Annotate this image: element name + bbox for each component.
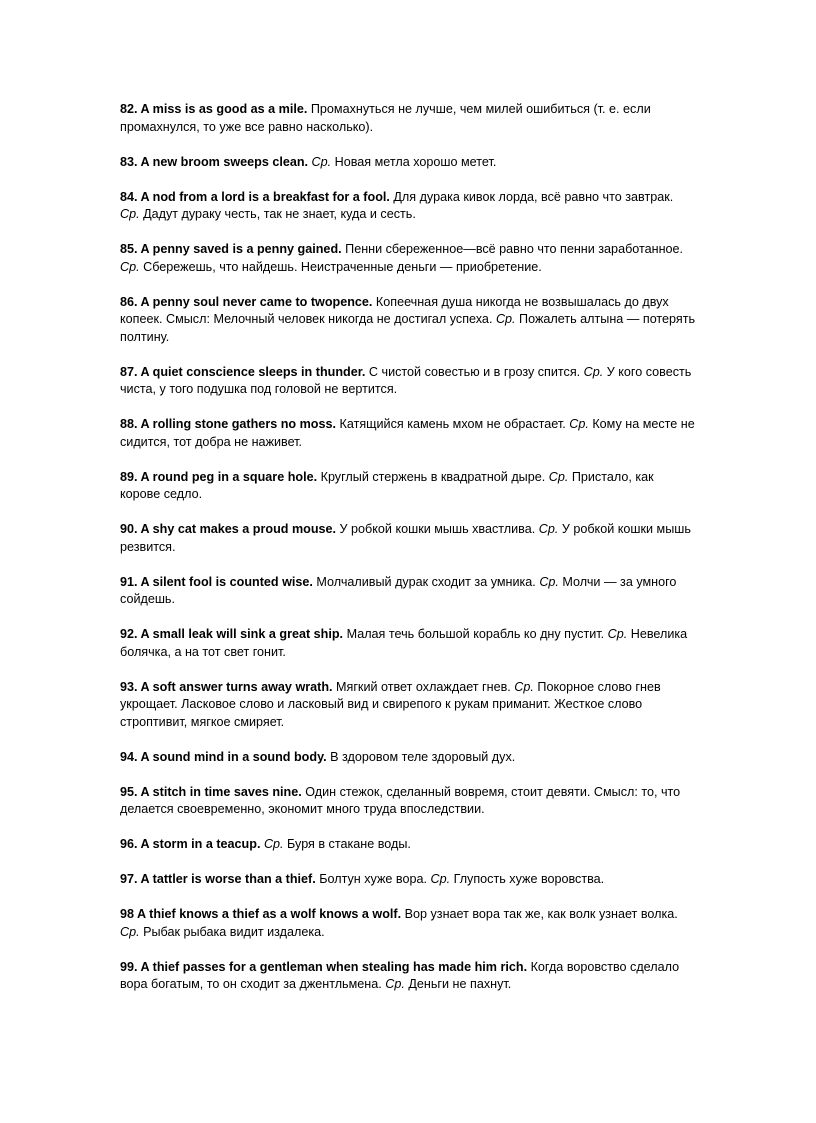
proverb-equivalent: У кого совесть чиста, у того подушка под головой не вертится. [120,364,692,396]
compare-marker: Ср. [583,364,604,379]
proverb-english: 93. A soft answer turns away wrath. [120,679,333,694]
proverb-translation: С чистой совестью и в грозу спится. [368,364,581,379]
proverb-translation: Для дурака кивок лорда, всё равно что завтрак. [393,189,674,204]
proverb-english: 83. A new broom sweeps clean. [120,154,309,169]
proverb-translation: Один стежок, сделанный вовремя, стоит девяти. Смысл: то, что делается своевременно, экономит много труда впоследствии. [120,784,681,816]
proverb-entry-95 [120,784,696,819]
proverb-english: 88. A rolling stone gathers no moss. [120,417,336,431]
proverb-equivalent: Глупость хуже воровства. [453,872,605,886]
proverb-equivalent: Рыбак рыбака видит издалека. [143,924,325,939]
proverb-translation: Копеечная душа никогда не возвышалась до двух копеек. Смысл: Мелочный человек никогда не достигал успеха. [120,294,669,326]
compare-marker: Ср. [538,522,559,536]
compare-marker: Ср. [569,417,589,431]
proverb-entry-93 [120,679,696,732]
proverb-entry-92 [120,626,696,661]
proverb-equivalent: Молчи — за умного сойдешь. [120,574,677,606]
proverb-entry-94 [120,749,696,767]
proverb-translation: Когда воровство сделало вора богатым, то он сходит за джентльмена. [120,959,680,991]
proverb-entry-97 [120,871,696,889]
proverb-equivalent: Невелика болячка, а на тот свет гонит. [120,627,688,659]
proverb-equivalent: Пожалеть алтына — потерять полтину. [120,312,696,344]
proverb-english: 91. A silent fool is counted wise. [120,574,313,589]
compare-marker: Ср. [385,977,405,991]
compare-marker: Ср. [495,312,516,326]
compare-marker: Ср. [120,924,140,939]
proverb-english: 95. A stitch in time saves nine. [120,784,302,799]
compare-marker: Ср. [539,574,559,589]
proverb-english: 92. A small leak will sink a great ship. [120,627,344,641]
proverb-translation: У робкой кошки мышь хвастлива. [339,522,536,536]
proverb-equivalent: Пристало, как корове седло. [120,469,654,501]
proverb-entry-98 [120,906,696,941]
proverb-equivalent: Дадут дураку честь, так не знает, куда и сесть. [143,207,416,221]
proverb-entry-83 [120,154,696,172]
proverb-entry-82 [120,101,696,136]
compare-marker: Ср. [607,627,628,641]
proverb-english: 97. A tattler is worse than a thief. [120,872,316,886]
proverb-translation: Катящийся камень мхом не обрастает. [339,417,566,431]
proverb-translation: Промахнуться не лучше, чем милей ошибиться (т. е. если промахнулся, то уже все равно насколько). [120,102,651,134]
proverb-equivalent: Буря в стакане воды. [287,837,411,851]
proverb-entry-86 [120,294,696,347]
proverb-english: 94. A sound mind in a sound body. [120,749,327,764]
proverb-equivalent: Новая метла хорошо метет. [334,154,497,169]
proverb-english: 86. A penny soul never came to twopence. [120,294,373,309]
compare-marker: Ср. [514,679,534,694]
proverb-entry-96 [120,836,696,854]
proverb-translation: Болтун хуже вора. [319,872,427,886]
proverb-english: 90. A shy cat makes a proud mouse. [120,522,337,536]
proverb-entry-99 [120,959,696,994]
compare-marker: Ср. [120,207,140,221]
proverb-entry-85 [120,241,696,276]
compare-marker: Ср. [430,872,451,886]
proverb-translation: Малая течь большой корабль ко дну пустит. [346,627,605,641]
proverb-equivalent: Сбережешь, что найдешь. Неистраченные деньги — приобретение. [143,259,542,274]
proverb-translation: В здоровом теле здоровый дух. [330,749,516,764]
compare-marker: Ср. [311,154,332,169]
proverb-english: 84. A nod from a lord is a breakfast for a fool. [120,189,390,204]
proverb-translation: Пенни сбереженное—всё равно что пенни заработанное. [345,242,684,256]
proverb-translation: Вор узнает вора так же, как волк узнает волка. [404,907,678,921]
proverb-translation: Молчаливый дурак сходит за умника. [316,574,536,589]
proverb-entry-87 [120,364,696,399]
proverb-equivalent: Кому на месте не сидится, тот добра не наживет. [120,417,695,449]
proverb-entry-90 [120,521,696,556]
proverb-english: 98 A thief knows a thief as a wolf knows a wolf. [120,907,402,921]
compare-marker: Ср. [120,259,140,274]
proverb-english: 87. A quiet conscience sleeps in thunder. [120,364,366,379]
proverb-entry-89 [120,469,696,504]
proverb-equivalent: Покорное слово гнев укрощает. Ласковое слово и ласковый вид и свирепого к рукам приманит. Жесткое слово строптивит, мягкое смиряет. [120,679,661,729]
compare-marker: Ср. [548,469,569,484]
proverb-english: 89. A round peg in a square hole. [120,469,318,484]
proverb-entry-84 [120,189,696,224]
proverb-entry-88 [120,416,696,451]
proverb-entry-91 [120,574,696,609]
proverb-english: 99. A thief passes for a gentleman when stealing has made him rich. [120,959,528,974]
proverb-english: 96. A storm in a teacup. [120,837,261,851]
proverb-equivalent: У робкой кошки мышь резвится. [120,522,691,554]
compare-marker: Ср. [263,837,284,851]
proverb-english: 82. A miss is as good as a mile. [120,102,308,116]
proverb-equivalent: Деньги не пахнут. [408,977,512,991]
proverb-translation: Мягкий ответ охлаждает гнев. [336,679,511,694]
proverb-translation: Круглый стержень в квадратной дыре. [320,469,546,484]
proverb-english: 85. A penny saved is a penny gained. [120,242,342,256]
